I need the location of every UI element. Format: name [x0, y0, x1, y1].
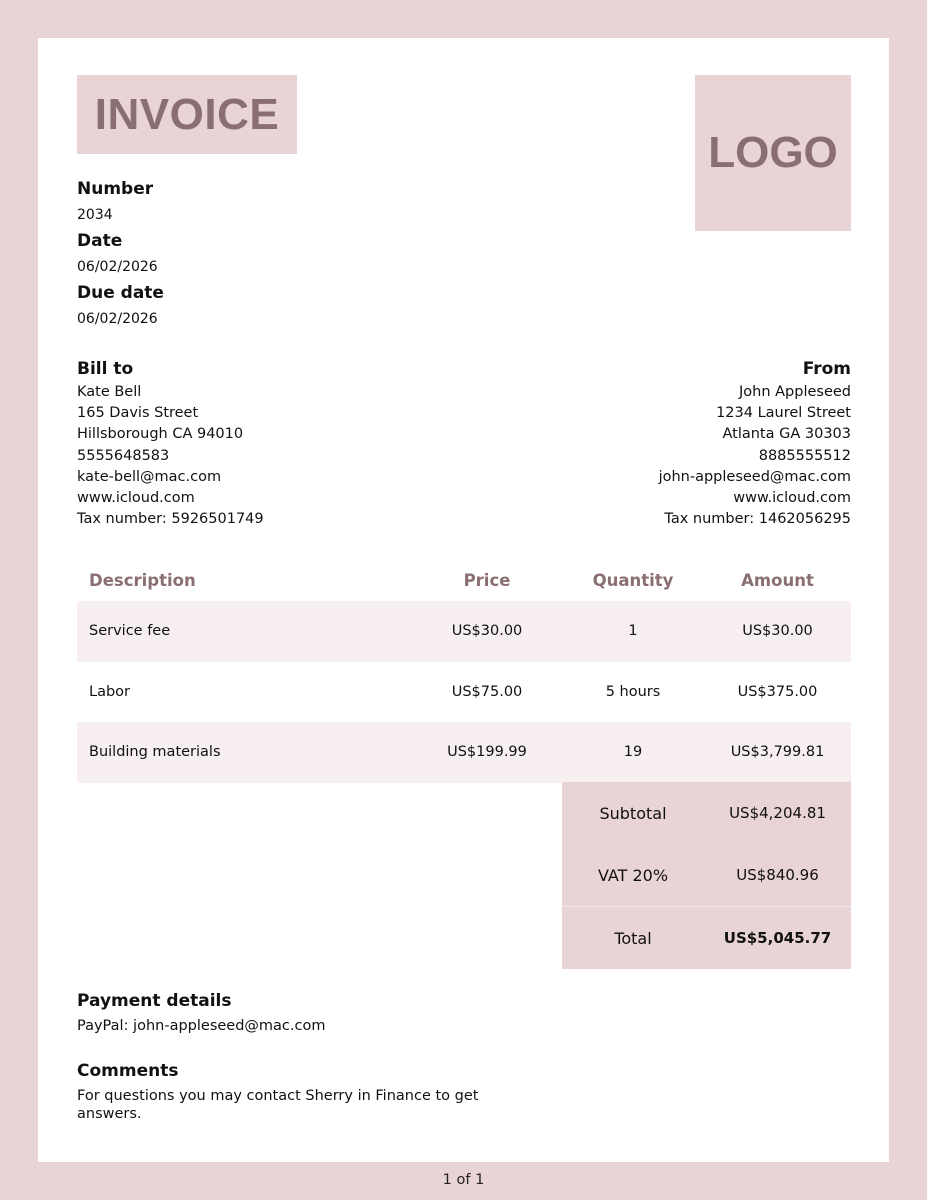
invoice-page: [38, 38, 889, 1162]
table-row[interactable]: [77, 662, 851, 723]
date-value[interactable]: 06/02/2026: [77, 259, 158, 275]
item-quantity[interactable]: 19: [623, 744, 643, 761]
subtotal-value: US$4,204.81: [729, 804, 826, 822]
item-quantity[interactable]: 5 hours: [605, 683, 661, 700]
due-date-label: Due date: [77, 283, 164, 303]
page-indicator: 1 of 1: [442, 1172, 485, 1188]
from-phone[interactable]: 8885555512: [758, 447, 851, 464]
comments-label: Comments: [77, 1061, 179, 1081]
line-items-table: [77, 559, 851, 783]
vat-value: US$840.96: [736, 866, 819, 884]
column-header-quantity: Quantity: [592, 570, 674, 590]
invoice-meta: [77, 176, 164, 332]
from-name[interactable]: John Appleseed: [738, 384, 851, 400]
from-tax-number[interactable]: Tax number: 1462056295: [664, 511, 851, 528]
payment-details: [77, 989, 507, 1035]
total-value: US$5,045.77: [723, 929, 832, 947]
from-label: From: [802, 359, 851, 379]
date-label: Date: [77, 231, 123, 251]
number-label: Number: [77, 179, 154, 199]
bill-to-email[interactable]: kate-bell@mac.com: [77, 468, 222, 485]
vat-row: [562, 844, 851, 906]
comments-text[interactable]: For questions you may contact Sherry in Finance to get answers.: [77, 1088, 479, 1122]
item-price[interactable]: US$30.00: [451, 623, 523, 640]
bill-to-block: [77, 356, 264, 530]
due-date-value[interactable]: 06/02/2026: [77, 311, 158, 327]
from-website[interactable]: www.icloud.com: [733, 490, 851, 507]
table-row[interactable]: [77, 601, 851, 662]
item-amount: US$30.00: [742, 623, 813, 640]
column-header-price: Price: [463, 570, 511, 590]
column-header-description: Description: [89, 570, 196, 590]
bill-to-tax-number[interactable]: Tax number: 5926501749: [77, 511, 264, 528]
item-price[interactable]: US$199.99: [447, 744, 527, 761]
bill-to-website[interactable]: www.icloud.com: [77, 490, 195, 507]
item-quantity[interactable]: 1: [628, 623, 638, 640]
comments: [77, 1059, 507, 1123]
payment-details-text[interactable]: PayPal: john-appleseed@mac.com: [77, 1018, 326, 1034]
item-description[interactable]: Labor: [89, 683, 131, 700]
totals-box: [562, 782, 851, 969]
payment-details-label: Payment details: [77, 991, 232, 1011]
bill-to-city[interactable]: Hillsborough CA 94010: [77, 426, 244, 443]
item-amount: US$3,799.81: [730, 744, 825, 761]
bill-to-name[interactable]: Kate Bell: [77, 384, 142, 400]
number-value[interactable]: 2034: [77, 207, 113, 223]
table-row[interactable]: [77, 722, 851, 783]
bill-to-street[interactable]: 165 Davis Street: [77, 405, 199, 422]
subtotal-label: Subtotal: [599, 803, 667, 823]
total-row: [562, 906, 851, 969]
invoice-title: INVOICE: [77, 75, 297, 154]
logo-placeholder[interactable]: LOGO: [695, 75, 851, 231]
item-description[interactable]: Building materials: [89, 744, 221, 761]
item-amount: US$375.00: [737, 683, 818, 700]
total-label: Total: [614, 928, 652, 948]
from-city[interactable]: Atlanta GA 30303: [722, 426, 851, 443]
table-header: [77, 559, 851, 601]
from-email[interactable]: john-appleseed@mac.com: [658, 468, 851, 485]
bill-to-phone[interactable]: 5555648583: [77, 447, 170, 464]
item-price[interactable]: US$75.00: [451, 683, 523, 700]
subtotal-row: [562, 782, 851, 844]
vat-label[interactable]: VAT 20%: [597, 865, 669, 885]
column-header-amount: Amount: [741, 570, 814, 590]
item-description[interactable]: Service fee: [89, 623, 171, 640]
from-block: [659, 356, 851, 530]
bill-to-label: Bill to: [77, 359, 134, 379]
from-street[interactable]: 1234 Laurel Street: [716, 405, 851, 422]
